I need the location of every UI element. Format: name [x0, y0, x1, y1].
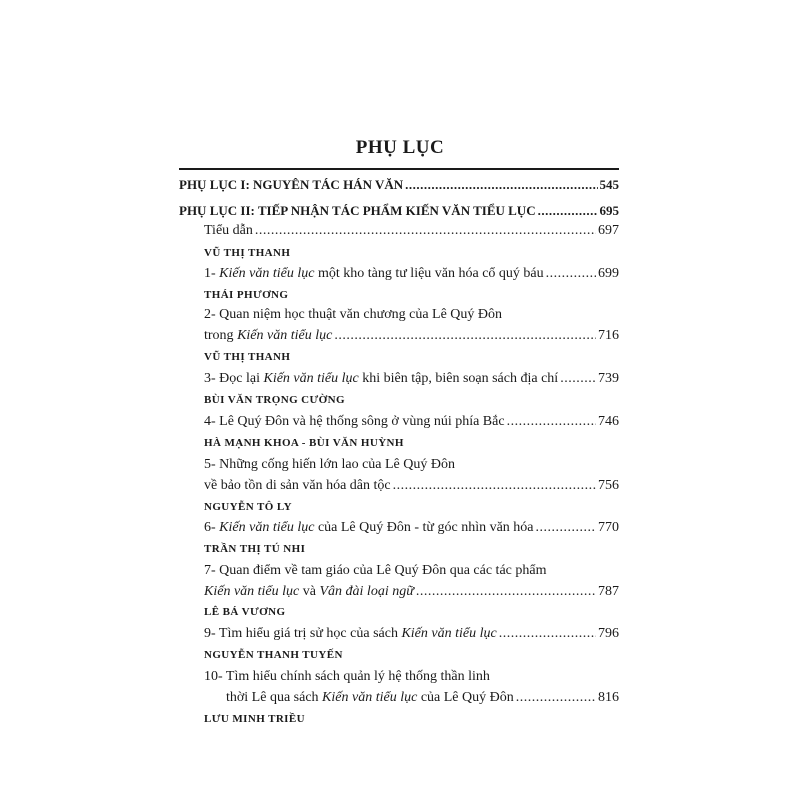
toc-author: NGUYỄN THANH TUYẾN	[204, 649, 343, 661]
toc-author: LƯU MINH TRIỀU	[204, 713, 305, 725]
toc-entry-page: 787	[598, 584, 619, 599]
toc-author: TRẦN THỊ TÚ NHI	[204, 543, 306, 555]
leader-dots	[416, 584, 596, 600]
toc-entry-4	[204, 414, 619, 430]
toc-author: THÁI PHƯƠNG	[204, 289, 289, 301]
toc-entry-page: 746	[598, 414, 619, 429]
leader-dots	[405, 177, 597, 193]
toc-entry-title: 6- Kiến văn tiểu lục của Lê Quý Đôn - từ góc nhìn văn hóa	[204, 520, 534, 535]
leader-dots	[393, 478, 596, 494]
toc-entry-page: 716	[598, 328, 619, 343]
toc-author: VŨ THỊ THANH	[204, 247, 291, 259]
toc-part-page: 695	[599, 203, 619, 218]
toc-entry-title: thời Lê qua sách Kiến văn tiểu lục của Lê Quý Đôn	[226, 690, 514, 705]
toc-entry-page: 739	[598, 371, 619, 386]
toc-entry-title: 3- Đọc lại Kiến văn tiểu lục khi biên tập, biên soạn sách địa chí	[204, 371, 559, 386]
toc-author: BÙI VĂN TRỌNG CƯỜNG	[204, 394, 345, 406]
toc-entry-title: Kiến văn tiểu lục và Vân đài loại ngữ	[204, 584, 414, 599]
toc-part-label: PHỤ LỤC II: TIẾP NHẬN TÁC PHẨM KIẾN VĂN TIỂU LỤC	[179, 203, 536, 218]
toc-entry-title: 9- Tìm hiểu giá trị sử học của sách Kiến văn tiểu lục	[204, 626, 497, 641]
toc-entry-10-line1: 10- Tìm hiểu chính sách quản lý hệ thống thần linh	[204, 669, 490, 684]
toc-entry-1	[204, 266, 619, 282]
title-divider	[179, 168, 619, 170]
toc-entry-page: 697	[598, 223, 619, 238]
toc-entry-page: 770	[598, 520, 619, 535]
toc-part-2	[179, 203, 619, 219]
toc-entry-intro	[204, 223, 619, 239]
toc-entry-title: về bảo tồn di sản văn hóa dân tộc	[204, 478, 391, 493]
toc-author: NGUYỄN TÔ LY	[204, 501, 292, 513]
toc-entry-6	[204, 520, 619, 536]
leader-dots	[516, 690, 596, 706]
toc-entry-title: 4- Lê Quý Đôn và hệ thống sông ở vùng núi phía Bắc	[204, 414, 505, 429]
toc-entry-10	[226, 690, 619, 706]
leader-dots	[255, 223, 596, 239]
toc-author: HÀ MẠNH KHOA - BÙI VĂN HUỲNH	[204, 437, 404, 449]
toc-entry-7	[204, 584, 619, 600]
toc-author: LÊ BÁ VƯƠNG	[204, 606, 286, 618]
toc-entry-page: 816	[598, 690, 619, 705]
toc-entry-7-line1: 7- Quan điểm về tam giáo của Lê Quý Đôn qua các tác phẩm	[204, 563, 547, 578]
leader-dots	[499, 626, 596, 642]
toc-entry-page: 796	[598, 626, 619, 641]
toc-entry-2	[204, 328, 619, 344]
toc-author: VŨ THỊ THANH	[204, 351, 291, 363]
page-title: PHỤ LỤC	[355, 137, 445, 158]
leader-dots	[334, 328, 596, 344]
toc-entry-page: 699	[598, 266, 619, 281]
toc-entry-3	[204, 371, 619, 387]
toc-part-label: PHỤ LỤC I: NGUYÊN TÁC HÁN VĂN	[179, 177, 404, 192]
leader-dots	[538, 203, 598, 219]
toc-entry-5	[204, 478, 619, 494]
toc-entry-title: Tiểu dẫn	[204, 223, 253, 238]
toc-entry-page: 756	[598, 478, 619, 493]
leader-dots	[560, 371, 596, 387]
toc-part-1	[179, 177, 619, 193]
leader-dots	[507, 414, 596, 430]
toc-entry-title: trong Kiến văn tiểu lục	[204, 328, 333, 343]
toc-part-page: 545	[599, 177, 619, 192]
toc-entry-5-line1: 5- Những cống hiến lớn lao của Lê Quý Đôn	[204, 457, 455, 472]
toc-entry-9	[204, 626, 619, 642]
leader-dots	[546, 266, 596, 282]
toc-entry-2-line1: 2- Quan niệm học thuật văn chương của Lê Quý Đôn	[204, 307, 503, 322]
leader-dots	[536, 520, 596, 536]
toc-entry-title: 1- Kiến văn tiểu lục một kho tàng tư liệu văn hóa cổ quý báu	[204, 266, 544, 281]
